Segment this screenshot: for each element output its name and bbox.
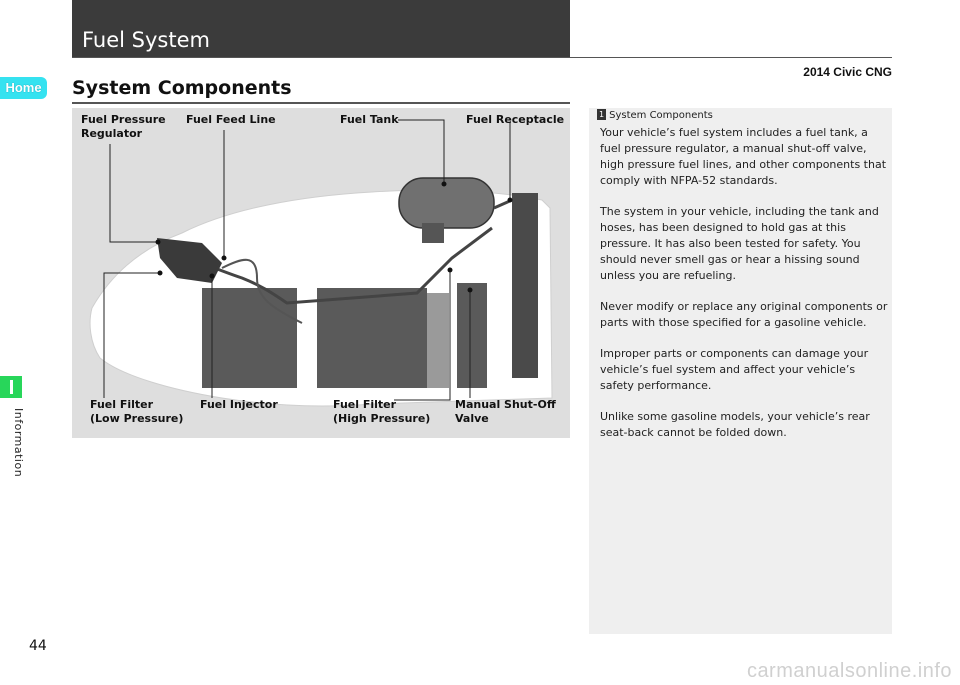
callout-fuel-injector: Fuel Injector bbox=[200, 398, 278, 411]
note-paragraph: Improper parts or components can damage your vehicle’s fuel system and affect your vehicle’s safety performance. bbox=[600, 347, 869, 392]
note-heading[interactable] bbox=[597, 109, 713, 121]
rear-panel-pillar bbox=[427, 293, 449, 388]
watermark: carmanualsonline.info bbox=[746, 660, 952, 682]
diagram-illustration bbox=[72, 108, 570, 438]
page-title: Fuel System bbox=[82, 28, 210, 52]
chapter-icon bbox=[10, 380, 13, 394]
note-heading-text: System Components bbox=[609, 110, 713, 121]
rear-panel-left bbox=[202, 288, 297, 388]
section-divider bbox=[72, 102, 570, 104]
callout-fuel-filter-low: Fuel Filter (Low Pressure) bbox=[90, 398, 184, 425]
model-label: 2014 Civic CNG bbox=[803, 65, 892, 79]
dot-receptacle bbox=[508, 198, 513, 203]
rear-panel-edge bbox=[512, 193, 538, 378]
callout-fuel-filter-high: Fuel Filter (High Pressure) bbox=[333, 398, 431, 425]
leader-fuel-tank bbox=[398, 120, 444, 184]
header-divider bbox=[72, 57, 892, 58]
dot-feed-line bbox=[222, 256, 227, 261]
callout-fuel-receptacle: Fuel Receptacle bbox=[466, 113, 565, 126]
rear-panel-right bbox=[457, 283, 487, 388]
dot-injector bbox=[210, 274, 215, 279]
note-paragraph: Never modify or replace any original components or parts with those specified for a gasoline vehicle. bbox=[600, 300, 888, 329]
rear-panel-mid bbox=[317, 288, 427, 388]
section-title: System Components bbox=[72, 77, 292, 99]
callout-fuel-feed-line: Fuel Feed Line bbox=[186, 113, 276, 126]
dot-fuel-tank bbox=[442, 182, 447, 187]
dot-pressure-regulator bbox=[156, 240, 161, 245]
home-button[interactable]: Home bbox=[0, 77, 47, 99]
fuel-system-diagram bbox=[72, 108, 570, 438]
fuel-tank-shape bbox=[399, 178, 494, 228]
page-number: 44 bbox=[29, 638, 47, 654]
dot-filter-high bbox=[448, 268, 453, 273]
leader-pressure-regulator bbox=[110, 144, 158, 242]
dot-shutoff bbox=[468, 288, 473, 293]
note-body bbox=[600, 125, 888, 456]
callout-fuel-pressure-regulator: Fuel Pressure Regulator bbox=[81, 113, 166, 140]
note-number-badge: 1 bbox=[599, 110, 605, 119]
callout-manual-shutoff-valve: Manual Shut-Off Valve bbox=[455, 398, 556, 425]
tank-mount bbox=[422, 223, 444, 243]
note-paragraph: The system in your vehicle, including the tank and hoses, has been designed to hold gas at this pressure. It has also been tested for safety. You should never smell gas or hear a hissing sound unless you are refueling. bbox=[600, 205, 879, 282]
chapter-tab[interactable] bbox=[0, 376, 22, 398]
chapter-label: Information bbox=[12, 408, 25, 478]
note-paragraph: Your vehicle’s fuel system includes a fuel tank, a fuel pressure regulator, a manual shut-off valve, high pressure fuel lines, and other components that comply with NFPA-52 standards. bbox=[600, 126, 887, 187]
note-paragraph: Unlike some gasoline models, your vehicle’s rear seat-back cannot be folded down. bbox=[600, 410, 870, 439]
callout-fuel-tank: Fuel Tank bbox=[340, 113, 399, 126]
dot-filter-low bbox=[158, 271, 163, 276]
